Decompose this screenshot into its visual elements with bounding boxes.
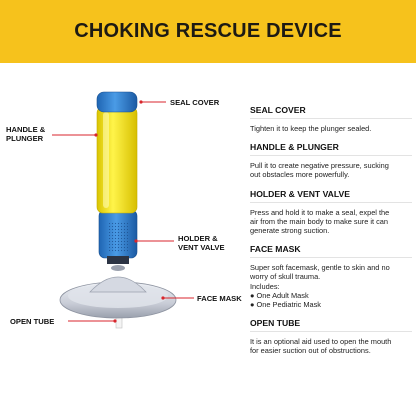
face-mask [60,265,176,318]
section-body: Super soft facemask, gentle to skin and no worry of skull trauma. Includes: ● One Adult Mask ● One Pediatric Mask [250,263,390,310]
info-panel [250,105,412,365]
section-heading: HANDLE & PLUNGER [250,142,412,156]
section-handle-plunger [250,142,412,179]
section-seal-cover [250,105,412,133]
section-face-mask [250,244,412,309]
section-body: It is an optional aid used to open the mouth for easier suction out of obstructions. [250,337,392,356]
page-title: CHOKING RESCUE DEVICE [74,20,342,42]
section-heading: HOLDER & VENT VALVE [250,189,412,203]
section-body: Tighten it to keep the plunger sealed. [250,124,372,133]
holder-vent-valve [99,210,137,264]
label-holder-vent-valve: HOLDER & VENT VALVE [178,234,225,252]
section-body: Press and hold it to make a seal, expel the air from the main body to make sure it can generate strong suction. [250,207,390,236]
label-face-mask: FACE MASK [197,294,242,303]
section-body: Pull it to create negative pressure, sucking out obstacles more powerfully. [250,161,389,180]
section-open-tube [250,318,412,355]
label-seal-cover: SEAL COVER [170,98,220,107]
section-heading: OPEN TUBE [250,318,412,332]
section-heading: SEAL COVER [250,105,412,119]
section-holder-vent-valve [250,189,412,236]
section-heading: FACE MASK [250,244,412,258]
label-handle-plunger: HANDLE & PLUNGER [6,125,46,143]
handle-plunger [97,107,137,213]
seal-cover [97,92,137,112]
label-open-tube: OPEN TUBE [10,317,55,326]
